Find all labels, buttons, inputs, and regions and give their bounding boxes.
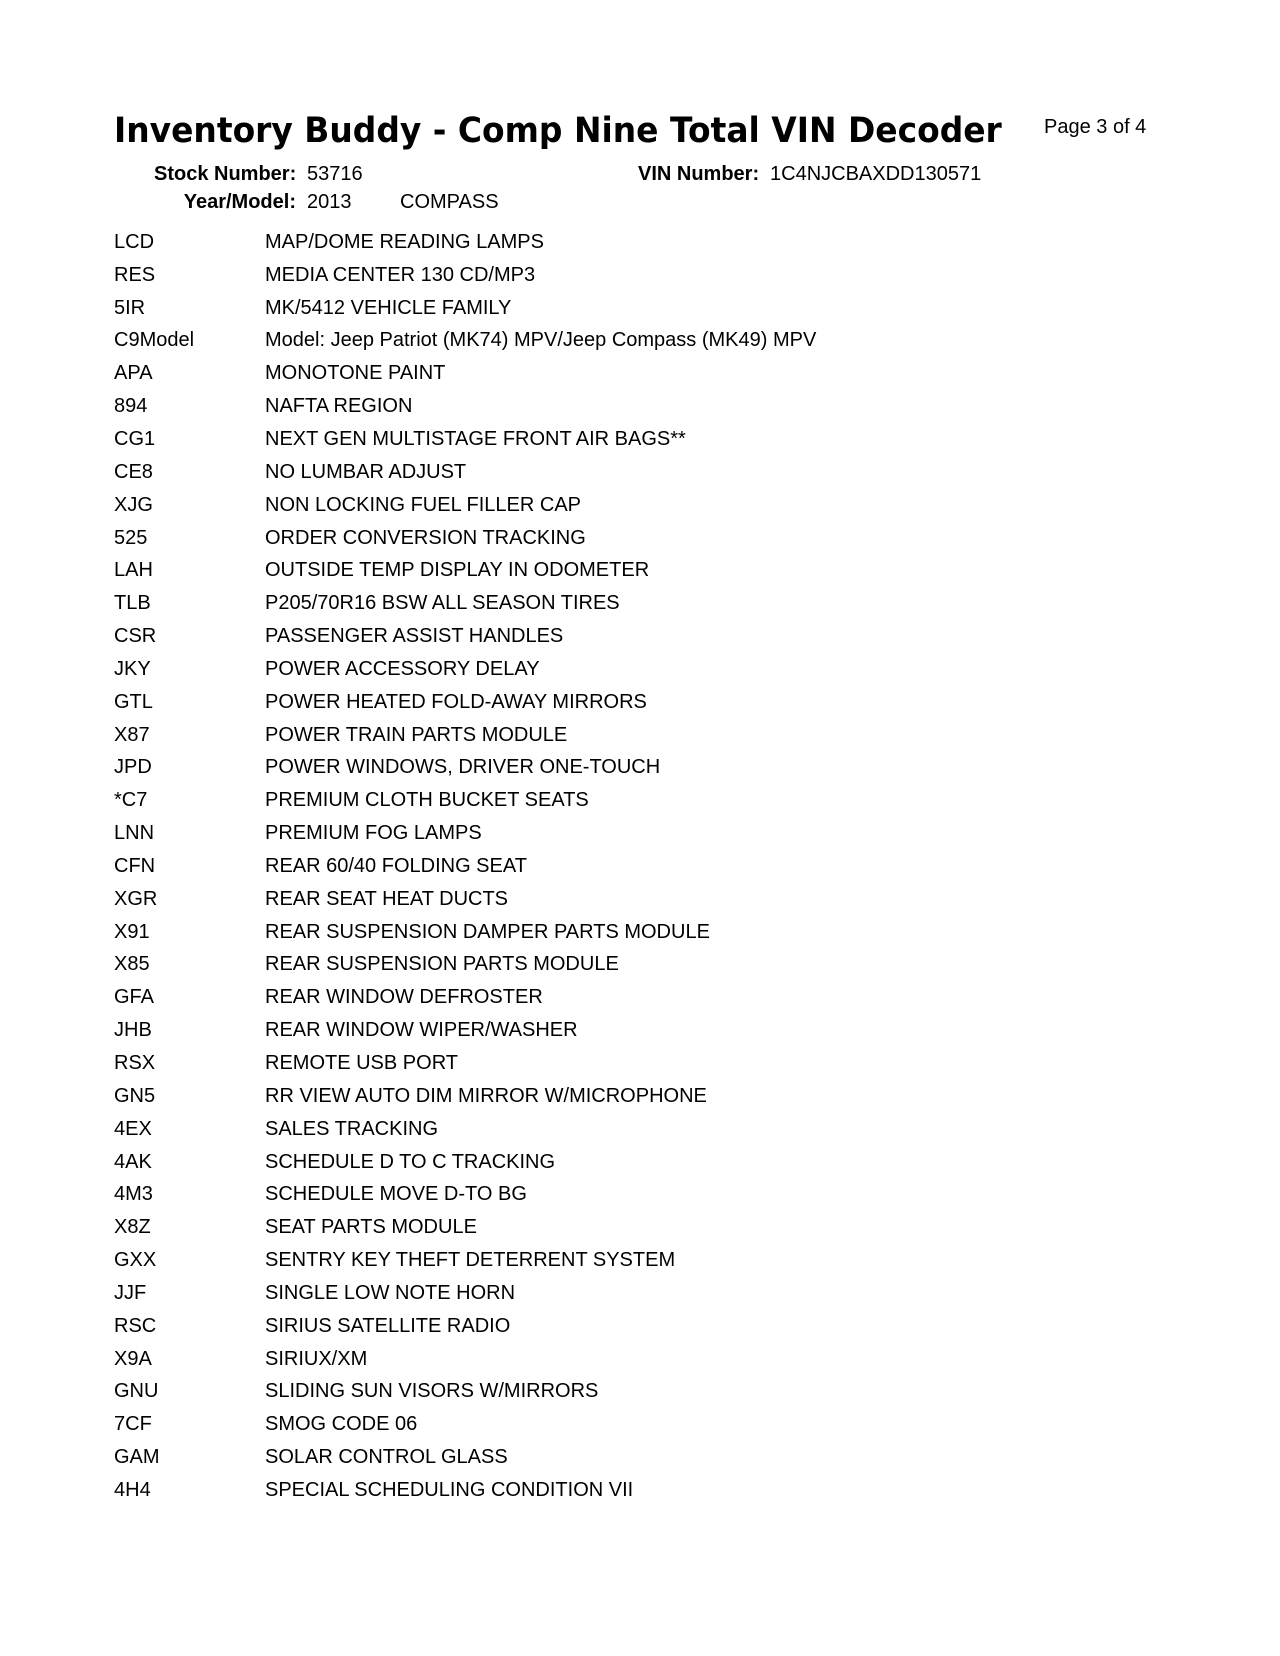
option-code: 894 — [114, 395, 148, 418]
option-code: GNU — [114, 1380, 159, 1403]
option-code: 4AK — [114, 1150, 152, 1173]
option-code: LNN — [114, 822, 155, 845]
option-description: REAR 60/40 FOLDING SEAT — [265, 854, 527, 877]
option-code: CSR — [114, 625, 157, 648]
option-row — [114, 1408, 1214, 1441]
option-description: SIRIUX/XM — [265, 1347, 368, 1370]
option-description: PASSENGER ASSIST HANDLES — [265, 625, 564, 648]
option-row — [114, 1310, 1214, 1343]
option-description: REAR SUSPENSION PARTS MODULE — [265, 953, 619, 976]
option-row — [114, 1244, 1214, 1277]
option-row — [114, 949, 1214, 982]
option-row — [114, 1211, 1214, 1244]
option-code: XJG — [114, 493, 153, 516]
option-description: REAR WINDOW DEFROSTER — [265, 986, 543, 1009]
report-title: Inventory Buddy - Comp Nine Total VIN Decoder — [114, 111, 1002, 151]
option-code: 4M3 — [114, 1183, 153, 1206]
option-description: PREMIUM CLOTH BUCKET SEATS — [265, 789, 589, 812]
option-code: *C7 — [114, 789, 148, 812]
option-row — [114, 554, 1214, 587]
year-model-label: Year/Model: — [183, 191, 296, 213]
option-code: GXX — [114, 1249, 157, 1272]
option-description: REAR WINDOW WIPER/WASHER — [265, 1019, 578, 1042]
option-code: LCD — [114, 230, 155, 253]
option-row — [114, 883, 1214, 916]
option-description: NEXT GEN MULTISTAGE FRONT AIR BAGS** — [265, 427, 686, 450]
option-description: REAR SUSPENSION DAMPER PARTS MODULE — [265, 920, 710, 943]
year-value: 2013 — [307, 191, 352, 213]
option-row — [114, 259, 1214, 292]
option-code: TLB — [114, 592, 151, 615]
option-row — [114, 620, 1214, 653]
option-code: X8Z — [114, 1216, 151, 1239]
option-description: POWER TRAIN PARTS MODULE — [265, 723, 568, 746]
option-row — [114, 226, 1214, 259]
option-description: MONOTONE PAINT — [265, 362, 446, 385]
option-description: NON LOCKING FUEL FILLER CAP — [265, 493, 581, 516]
option-row — [114, 587, 1214, 620]
option-description: SCHEDULE D TO C TRACKING — [265, 1150, 556, 1173]
option-row — [114, 850, 1214, 883]
option-code: 4H4 — [114, 1478, 151, 1501]
option-row — [114, 423, 1214, 456]
option-description: SCHEDULE MOVE D-TO BG — [265, 1183, 527, 1206]
option-row — [114, 456, 1214, 489]
option-description: NAFTA REGION — [265, 395, 413, 418]
option-description: SOLAR CONTROL GLASS — [265, 1446, 508, 1469]
page-number: Page 3 of 4 — [1044, 116, 1147, 138]
option-row — [114, 522, 1214, 555]
option-row — [114, 1474, 1214, 1507]
option-code: JHB — [114, 1019, 152, 1042]
vin-number-value: 1C4NJCBAXDD130571 — [770, 163, 982, 185]
option-description: MEDIA CENTER 130 CD/MP3 — [265, 263, 536, 286]
vin-number-label: VIN Number: — [638, 163, 760, 185]
option-code: X91 — [114, 920, 150, 943]
option-description: Model: Jeep Patriot (MK74) MPV/Jeep Compass (MK49) MPV — [265, 329, 817, 352]
option-description: REMOTE USB PORT — [265, 1052, 458, 1075]
option-code: X87 — [114, 723, 150, 746]
stock-number-label: Stock Number: — [154, 163, 297, 185]
option-row — [114, 653, 1214, 686]
option-description: ORDER CONVERSION TRACKING — [265, 526, 586, 549]
option-code: JJF — [114, 1281, 147, 1304]
option-description: RR VIEW AUTO DIM MIRROR W/MICROPHONE — [265, 1084, 707, 1107]
option-code: 4EX — [114, 1117, 152, 1140]
stock-number-value: 53716 — [307, 163, 363, 185]
option-code: GN5 — [114, 1084, 156, 1107]
option-row — [114, 292, 1214, 325]
option-description: SENTRY KEY THEFT DETERRENT SYSTEM — [265, 1249, 676, 1272]
option-row — [114, 1376, 1214, 1409]
option-code: RES — [114, 263, 156, 286]
option-code: APA — [114, 362, 153, 385]
option-code: JKY — [114, 657, 151, 680]
option-row — [114, 357, 1214, 390]
option-code: GFA — [114, 986, 155, 1009]
option-code: RSC — [114, 1314, 157, 1337]
option-description: P205/70R16 BSW ALL SEASON TIRES — [265, 592, 620, 615]
option-description: SMOG CODE 06 — [265, 1413, 418, 1436]
option-row — [114, 719, 1214, 752]
option-row — [114, 1047, 1214, 1080]
option-code: JPD — [114, 756, 152, 779]
option-code: X9A — [114, 1347, 152, 1370]
option-code-list — [114, 226, 1214, 1507]
option-description: OUTSIDE TEMP DISPLAY IN ODOMETER — [265, 559, 650, 582]
option-description: NO LUMBAR ADJUST — [265, 460, 467, 483]
option-description: PREMIUM FOG LAMPS — [265, 822, 482, 845]
option-code: CFN — [114, 854, 156, 877]
option-description: SLIDING SUN VISORS W/MIRRORS — [265, 1380, 599, 1403]
option-row — [114, 1146, 1214, 1179]
option-description: POWER HEATED FOLD-AWAY MIRRORS — [265, 690, 647, 713]
option-description: REAR SEAT HEAT DUCTS — [265, 887, 509, 910]
option-code: X85 — [114, 953, 150, 976]
option-row — [114, 784, 1214, 817]
option-row — [114, 1343, 1214, 1376]
option-description: POWER ACCESSORY DELAY — [265, 657, 540, 680]
option-row — [114, 752, 1214, 785]
option-row — [114, 817, 1214, 850]
option-row — [114, 1080, 1214, 1113]
option-row — [114, 325, 1214, 358]
option-description: SALES TRACKING — [265, 1117, 439, 1140]
option-code: LAH — [114, 559, 153, 582]
option-code: GTL — [114, 690, 153, 713]
option-description: SEAT PARTS MODULE — [265, 1216, 477, 1239]
option-row — [114, 1113, 1214, 1146]
option-description: SIRIUS SATELLITE RADIO — [265, 1314, 511, 1337]
option-code: CG1 — [114, 427, 156, 450]
option-row — [114, 390, 1214, 423]
option-row — [114, 916, 1214, 949]
option-description: SINGLE LOW NOTE HORN — [265, 1281, 516, 1304]
option-row — [114, 1014, 1214, 1047]
option-code: RSX — [114, 1052, 156, 1075]
option-code: CE8 — [114, 460, 153, 483]
option-code: 5IR — [114, 296, 146, 319]
option-code: 525 — [114, 526, 148, 549]
model-value: COMPASS — [400, 191, 499, 213]
option-row — [114, 1178, 1214, 1211]
option-code: C9Model — [114, 329, 195, 352]
option-row — [114, 1277, 1214, 1310]
option-code: 7CF — [114, 1413, 152, 1436]
option-description: MAP/DOME READING LAMPS — [265, 230, 544, 253]
option-row — [114, 489, 1214, 522]
option-row — [114, 1441, 1214, 1474]
option-description: SPECIAL SCHEDULING CONDITION VII — [265, 1478, 634, 1501]
option-row — [114, 981, 1214, 1014]
option-description: POWER WINDOWS, DRIVER ONE-TOUCH — [265, 756, 661, 779]
option-row — [114, 686, 1214, 719]
option-code: XGR — [114, 887, 158, 910]
option-description: MK/5412 VEHICLE FAMILY — [265, 296, 512, 319]
option-code: GAM — [114, 1446, 160, 1469]
